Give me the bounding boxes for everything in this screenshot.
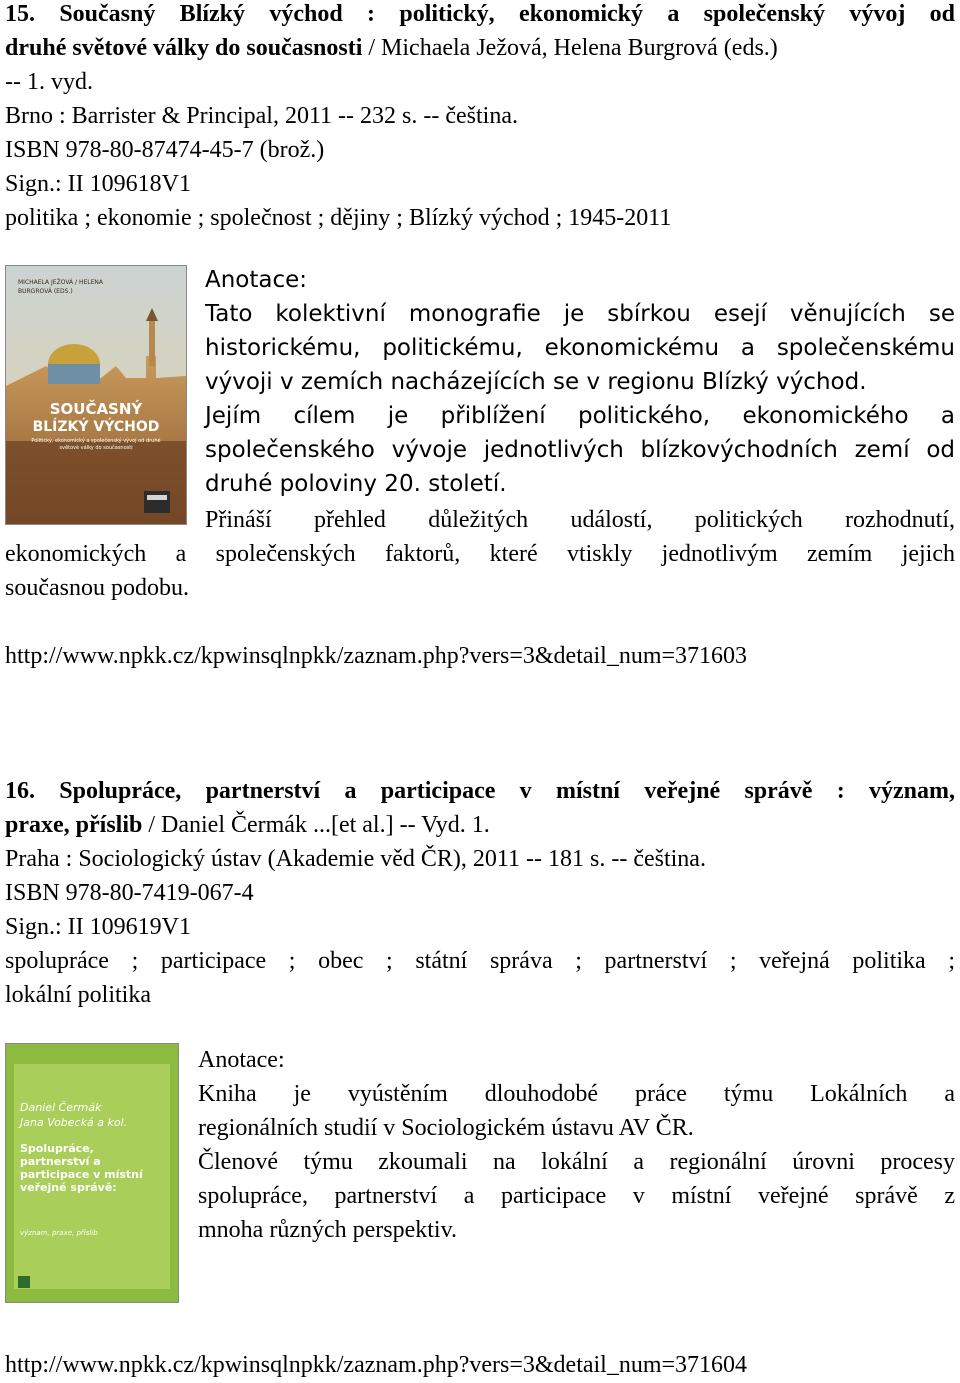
annotation-label: Anotace: [198,1047,285,1073]
annotation-label: Anotace: [205,267,308,293]
annotation-line: spolupráce, partnerství a participace v místní veřejné správě z [198,1183,955,1209]
cover-illustration [6,266,186,524]
record-authors: / Michaela Ježová, Helena Burgrová (eds.) [362,35,778,61]
record-publisher: Brno : Barrister & Principal, 2011 -- 232 s. -- čeština. [5,103,518,129]
record-title: 15. Současný Blízký východ : politický, ekonomický a společenský vývoj od [5,1,955,27]
record-edition: -- 1. vyd. [5,69,93,95]
annotation-line: společenského vývoje jednotlivých blízkovýchodních zemí od [205,437,955,463]
annotation-line: Přináší přehled důležitých událostí, politických rozhodnutí, [205,507,955,533]
cover-title-2: BLÍZKÝ VÝCHOD [32,419,160,435]
publisher-logo-icon [18,1276,30,1288]
cover-subtitle: význam, praxe, příslib [20,1229,98,1237]
annotation-16 [198,1043,955,1247]
annotation-15 [205,263,955,501]
record-keywords: politika ; ekonomie ; společnost ; dějiny ; Blízký východ ; 1945-2011 [5,205,672,231]
record-isbn: ISBN 978-80-87474-45-7 (brož.) [5,137,325,163]
book-cover-image [5,1043,179,1303]
annotation-line: Členové týmu zkoumali na lokální a regionální úrovni procesy [198,1149,955,1175]
annotation-line: Tato kolektivní monografie je sbírkou esejí věnujících se [205,301,955,327]
record-number: 15. [5,1,35,27]
annotation-15-cont [5,503,955,605]
record-url-link[interactable]: http://www.npkk.cz/kpwinsqlnpkk/zaznam.php?vers=3&detail_num=371603 [5,643,748,669]
cover-authors-1: Daniel Čermák [20,1101,102,1114]
cover-authors-2: Jana Vobecká a kol. [20,1116,128,1129]
record-title: 16. Spolupráce, partnerství a participace v místní veřejné správě : význam, [5,778,955,804]
annotation-line: regionálních studií v Sociologickém ústavu AV ČR. [198,1115,694,1141]
record-16 [5,774,955,1012]
record-publisher: Praha : Sociologický ústav (Akademie věd ČR), 2011 -- 181 s. -- čeština. [5,846,706,872]
cover-title-1: SOUČASNÝ [49,400,143,418]
cover-title: Spolupráce, partnerství a participace v místní veřejné správě: [20,1142,143,1194]
book-cover-image [5,265,187,525]
record-sign: Sign.: II 109618V1 [5,171,191,197]
record-authors: / Daniel Čermák ...[et al.] -- Vyd. 1. [142,812,490,838]
cover-subtitle: Politický, ekonomický a společenský vývoj od druhé světové války do současnosti [31,438,161,451]
record-title-cont: praxe, příslib [5,812,143,838]
record-number: 16. [5,778,35,804]
record-15 [5,0,955,235]
annotation-line: současnou podobu. [5,575,189,601]
annotation-line: druhé poloviny 20. století. [205,471,507,497]
record-title-cont: druhé světové války do současnosti [5,35,363,61]
cover-authors: MICHAELA JEŽOVÁ / HELENA BURGROVÁ (EDS.) [18,279,104,295]
annotation-line: Jejím cílem je přiblížení politického, ekonomického a [205,403,955,429]
record-url-link[interactable]: http://www.npkk.cz/kpwinsqlnpkk/zaznam.php?vers=3&detail_num=371604 [5,1352,748,1378]
record-keywords: spolupráce ; participace ; obec ; státní správa ; partnerství ; veřejná politika ; [5,948,955,974]
annotation-line: mnoha různých perspektiv. [198,1217,458,1243]
annotation-line: ekonomických a společenských faktorů, které vtiskly jednotlivým zemím jejich [5,541,955,567]
annotation-line: vývoji v zemích nacházejících se v regionu Blízký východ. [205,369,867,395]
record-keywords-cont: lokální politika [5,982,151,1008]
annotation-line: Kniha je vyústěním dlouhodobé práce týmu Lokálních a [198,1081,955,1107]
annotation-line: historickému, politickému, ekonomickému a společenskému [205,335,955,361]
record-isbn: ISBN 978-80-7419-067-4 [5,880,254,906]
record-sign: Sign.: II 109619V1 [5,914,191,940]
